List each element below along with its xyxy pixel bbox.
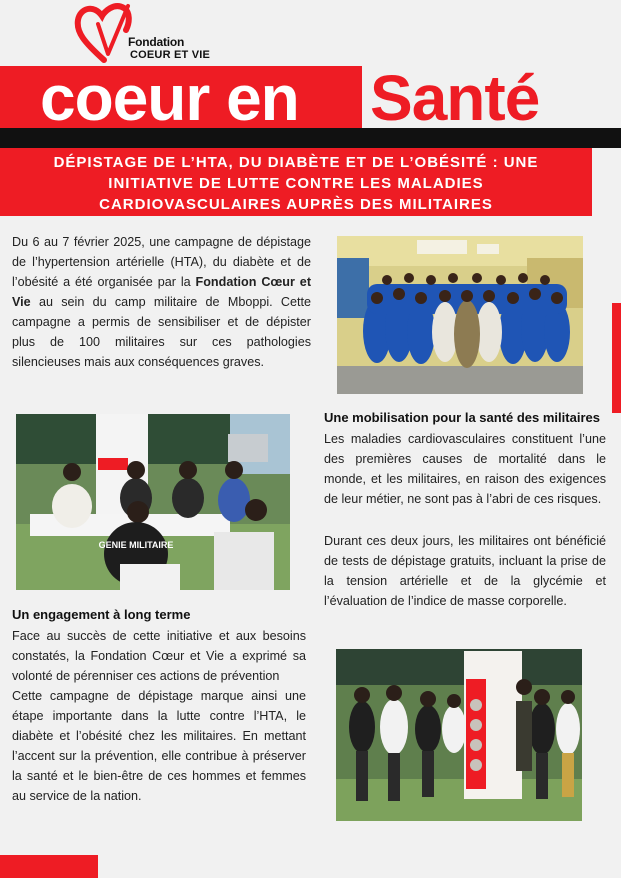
heart-logo-icon [74,2,134,64]
engagement-title: Un engagement à long terme [12,607,191,622]
intro-text-2: au sein du camp militaire de Mboppi. Cette campagne a permis de sensibiliser et de dépister plus de 100 militaires sur ces pathologies silencieuses mais aux conséquences graves. [12,295,311,369]
mobilisation-paragraph-1: Les maladies cardiovasculaires constituent l’une des premières causes de mortalité dans le monde, et les militaires, en raison des exigences de leur métier, ne sont pas à l’abri de ces risques. [324,432,606,506]
masthead-right: Santé [370,62,540,134]
engagement-paragraph-2: Cette campagne de dépistage marque ainsi une étape importante dans la lutte contre l’HTA, le diabète et l’obésité chez les militaires. En mettant l’accent sur la prévention, elle contribue à préserver la santé et le bien-être de ces hommes et femmes au service de la nation. [12,689,306,803]
headline-line2: INITIATIVE DE LUTTE CONTRE LES MALADIES [108,175,484,192]
engagement-paragraph-1: Face au succès de cette initiative et aux besoins constatés, la Fondation Cœur et Vie a exprimé sa volonté de pérenniser ces actions de prévention [12,629,306,683]
mobilisation-title: Une mobilisation pour la santé des militaires [324,410,600,425]
headline-line3: CARDIOVASCULAIRES AUPRÈS DES MILITAIRES [99,196,493,213]
screening-photo [16,414,290,590]
shirt-label: GENIE MILITAIRE [98,540,174,550]
headline [20,152,572,215]
logo-line2: COEUR ET VIE [130,49,211,61]
logo [74,2,234,64]
headline-line1: DÉPISTAGE DE L’HTA, DU DIABÈTE ET DE L’OBÉSITÉ : UNE [53,154,539,171]
side-accent-bar [612,303,621,413]
footer-accent-bar [0,855,98,878]
mobilisation-paragraph-2: Durant ces deux jours, les militaires ont bénéficié de tests de dépistage gratuits, incluant la prise de la tension artérielle et de la glycémie et l’évaluation de l’indice de masse corporelle. [324,534,606,608]
team-photo [336,649,582,821]
intro-paragraph [12,232,311,372]
intro-text-1: Du 6 au 7 février 2025, une campagne de dépistage de l’hypertension artérielle (HTA), du diabète et de l’obésité a été organisée par la [12,235,311,289]
masthead-left: coeur en [40,62,299,134]
logo-line1: Fondation [128,35,185,49]
group-photo [337,236,583,394]
intro-org: Fondation Cœur et Vie [12,275,312,309]
